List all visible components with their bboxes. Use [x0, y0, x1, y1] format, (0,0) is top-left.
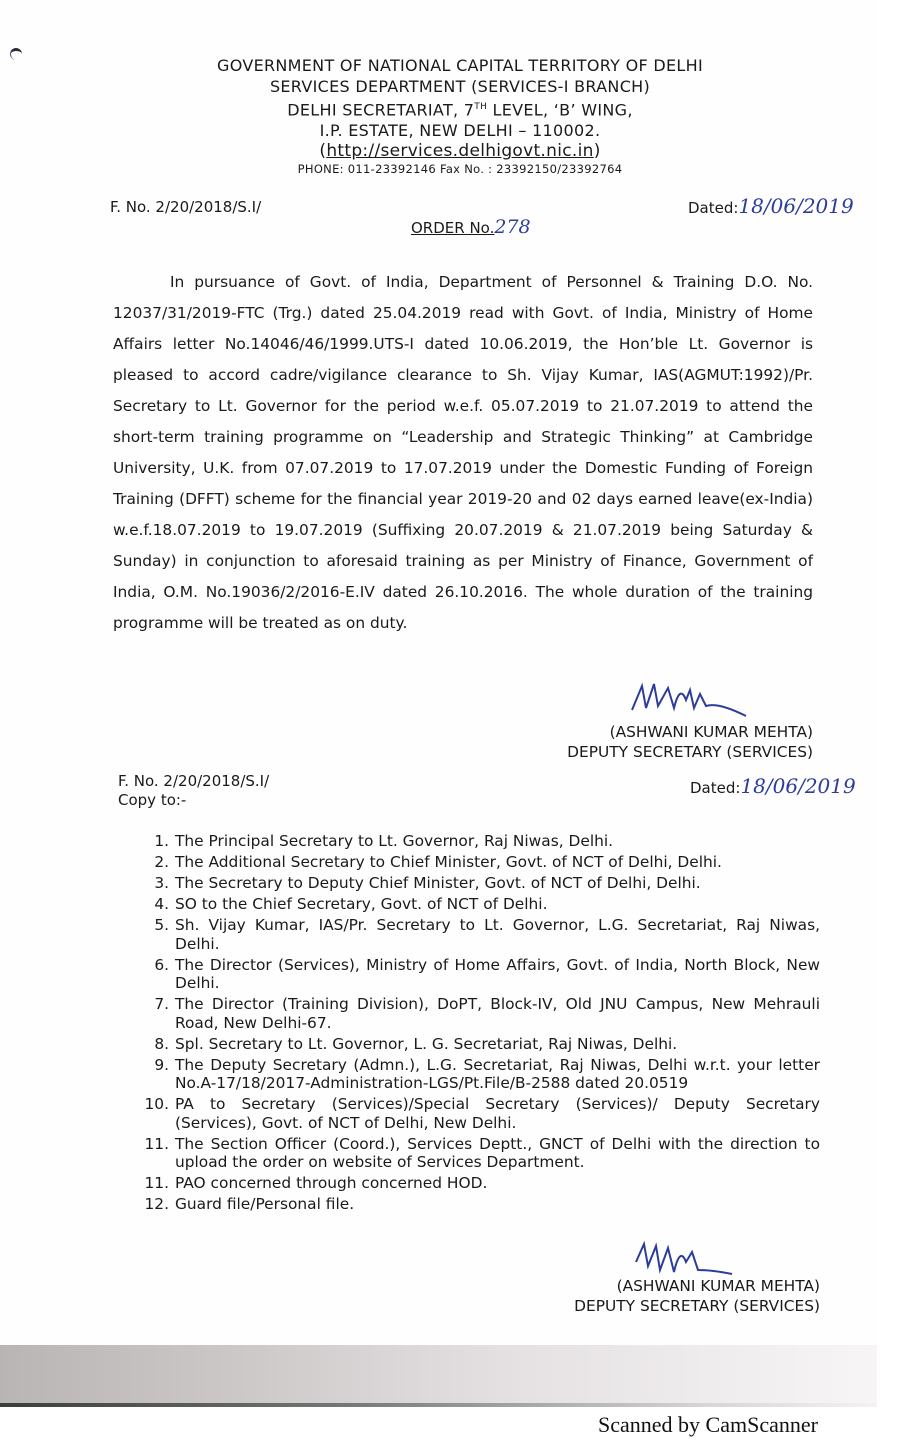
- item-text: The Director (Services), Ministry of Home Affairs, Govt. of India, North Block, New Delhi.: [175, 955, 820, 992]
- list-item: [135, 853, 820, 872]
- item-number: 10.: [144, 1095, 169, 1113]
- item-text: The Principal Secretary to Lt. Governor, Raj Niwas, Delhi.: [175, 832, 614, 850]
- handwritten-order-number: 278: [494, 216, 531, 238]
- list-item: [135, 916, 820, 953]
- item-text: PAO concerned through concerned HOD.: [175, 1174, 488, 1192]
- copy-to-label: Copy to:-: [118, 791, 187, 809]
- file-number: F. No. 2/20/2018/S.I/: [110, 198, 262, 216]
- list-item: [135, 874, 820, 893]
- item-text: Guard file/Personal file.: [175, 1195, 355, 1213]
- item-number: 6.: [154, 955, 169, 974]
- signatory-designation: DEPUTY SECRETARY (SERVICES): [567, 743, 813, 761]
- item-number: 3.: [154, 874, 169, 892]
- item-text: PA to Secretary (Services)/Special Secretary (Services)/ Deputy Secretary (Services), Govt. of NCT of Delhi, New Delhi.: [175, 1095, 820, 1132]
- item-text: Sh. Vijay Kumar, IAS/Pr. Secretary to Lt. Governor, L.G. Secretariat, Raj Niwas, Delhi.: [175, 916, 820, 953]
- letterhead: [130, 55, 790, 177]
- handwritten-date: 18/06/2019: [740, 774, 856, 798]
- copy-recipients-list: [135, 832, 820, 1216]
- item-number: 2.: [154, 853, 169, 871]
- item-text: The Section Officer (Coord.), Services Deptt., GNCT of Delhi with the direction to upload the order on website of Services Department.: [175, 1134, 820, 1171]
- dated-label: Dated:: [688, 199, 739, 217]
- list-item: [135, 895, 820, 914]
- copy-date: [690, 774, 856, 798]
- signatory-designation: DEPUTY SECRETARY (SERVICES): [574, 1297, 820, 1315]
- item-text: The Deputy Secretary (Admn.), L.G. Secretariat, Raj Niwas, Delhi w.r.t. your letter No.A-17/18/2017-Administration-LGS/Pt.File/B-2588 dated 20.0519: [175, 1055, 820, 1092]
- item-number: 4.: [154, 895, 169, 913]
- list-item: [135, 1056, 820, 1093]
- item-number: 7.: [154, 995, 169, 1013]
- item-number: 1.: [154, 832, 169, 850]
- signatory-name: (ASHWANI KUMAR MEHTA): [616, 1277, 820, 1295]
- dated-label: Dated:: [690, 779, 741, 797]
- list-item: [135, 1195, 820, 1214]
- punch-hole-mark: [10, 48, 22, 60]
- signature-icon: [628, 680, 778, 722]
- item-number: 11.: [144, 1134, 169, 1153]
- signature-block-2: [520, 1276, 820, 1316]
- letterhead-line-3: [130, 97, 790, 120]
- handwritten-date: 18/06/2019: [738, 194, 854, 218]
- list-item: [135, 995, 820, 1032]
- signatory-name: (ASHWANI KUMAR MEHTA): [609, 723, 813, 741]
- list-item: [135, 1135, 820, 1172]
- order-body-paragraph: In pursuance of Govt. of India, Department of Personnel & Training D.O. No. 12037/31/2019-FTC (Trg.) dated 25.04.2019 read with Govt. of India, Ministry of Home Affairs letter No.14046/46/1999.UTS-I dated 10.06.2019, the Hon’ble Lt. Governor is pleased to accord cadre/vigilance clearance to Sh. Vijay Kumar, IAS(AGMUT:1992)/Pr. Secretary to Lt. Governor for the period w.e.f. 05.07.2019 to 21.07.2019 to attend the short-term training programme on “Leadership and Strategic Thinking” at Cambridge University, U.K. from 07.07.2019 to 17.07.2019 under the Domestic Funding of Foreign Training (DFFT) scheme for the financial year 2019-20 and 02 days earned leave(ex-India) w.e.f.18.07.2019 to 19.07.2019 (Suffixing 20.07.2019 & 21.07.2019 being Saturday & Sunday) in conjunction to aforesaid training as per Ministry of Finance, Government of India, O.M. No.19036/2/2016-E.IV dated 26.10.2016. The whole duration of the training programme will be treated as on duty.: [113, 273, 813, 632]
- item-text: SO to the Chief Secretary, Govt. of NCT of Delhi.: [175, 895, 548, 913]
- address-part: DELHI SECRETARIAT, 7: [287, 100, 475, 120]
- letterhead-line-1: GOVERNMENT OF NATIONAL CAPITAL TERRITORY OF DELHI: [217, 56, 703, 75]
- list-item: [135, 956, 820, 993]
- camscanner-watermark: Scanned by CamScanner: [598, 1412, 818, 1437]
- address-superscript: TH: [474, 102, 488, 112]
- order-date: [688, 194, 854, 218]
- address-part: LEVEL, ‘B’ WING,: [487, 100, 633, 120]
- paren: ): [593, 141, 601, 162]
- order-heading: [411, 216, 531, 238]
- copy-file-number-block: [118, 772, 269, 810]
- letterhead-line-2: SERVICES DEPARTMENT (SERVICES-I BRANCH): [269, 77, 651, 96]
- list-item: [135, 1035, 820, 1054]
- list-item: [135, 1174, 820, 1193]
- letterhead-url-line: [130, 141, 790, 162]
- item-number: 12.: [144, 1195, 169, 1213]
- item-number: 5.: [154, 916, 169, 934]
- item-text: The Secretary to Deputy Chief Minister, Govt. of NCT of Delhi, Delhi.: [175, 874, 701, 892]
- list-item: [135, 832, 820, 851]
- item-text: The Director (Training Division), DoPT, Block-IV, Old JNU Campus, New Mehrauli Road, New Delhi-67.: [175, 995, 820, 1032]
- paren: (: [319, 141, 327, 162]
- letterhead-line-4: I.P. ESTATE, NEW DELHI – 110002.: [319, 121, 601, 141]
- copy-file-number: F. No. 2/20/2018/S.I/: [118, 772, 270, 790]
- signature-block-1: [520, 722, 813, 762]
- item-text: The Additional Secretary to Chief Minister, Govt. of NCT of Delhi, Delhi.: [175, 853, 722, 871]
- phone-fax: PHONE: 011-23392146 Fax No. : 23392150/23392764: [297, 162, 623, 177]
- order-title: ORDER No.: [411, 219, 495, 237]
- item-text: Spl. Secretary to Lt. Governor, L. G. Secretariat, Raj Niwas, Delhi.: [175, 1034, 678, 1053]
- item-number: 9.: [154, 1055, 169, 1074]
- website-link[interactable]: http://services.delhigovt.nic.in: [326, 141, 594, 162]
- item-number: 8.: [154, 1034, 169, 1053]
- scan-shadow-edge: [0, 1345, 877, 1407]
- list-item: [135, 1095, 820, 1132]
- item-number: 11.: [144, 1174, 169, 1192]
